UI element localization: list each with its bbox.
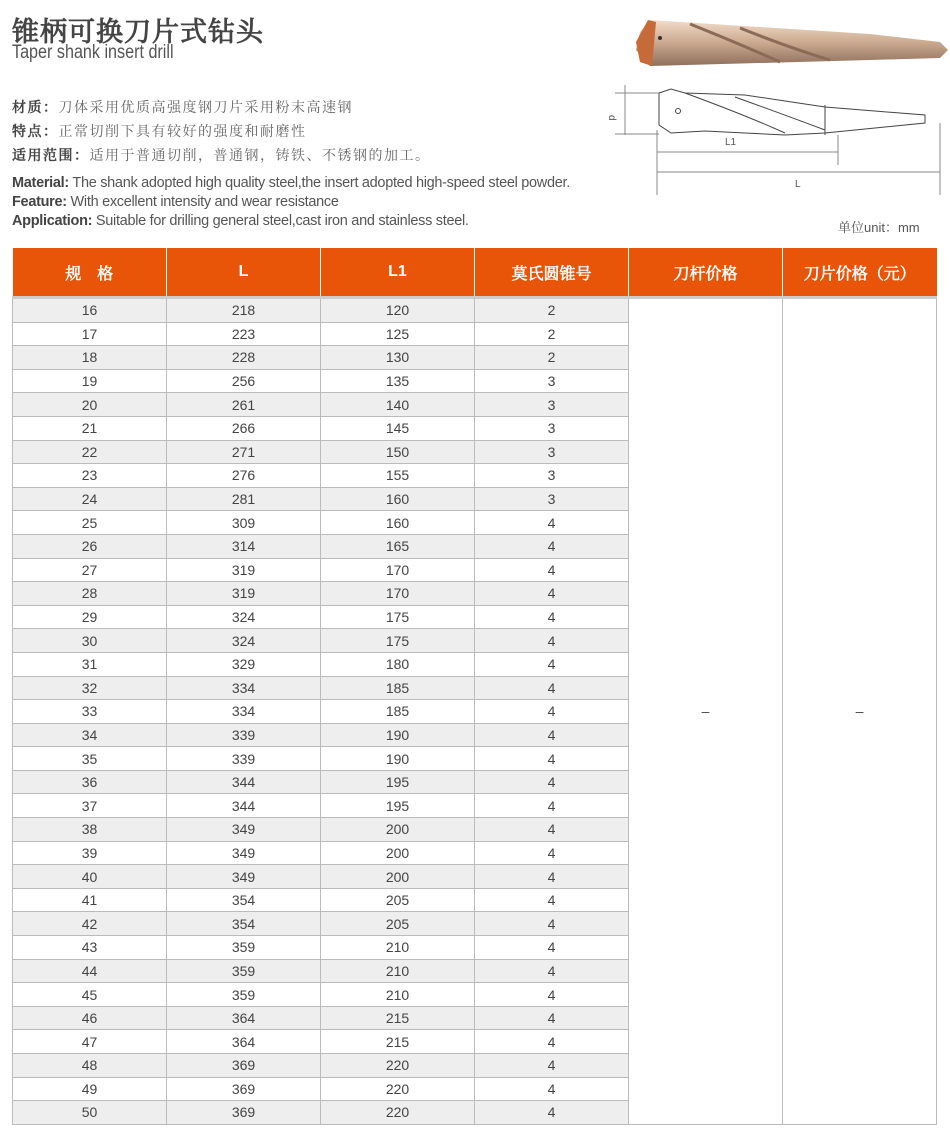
table-cell: 4 (475, 747, 629, 771)
table-cell: 20 (13, 393, 167, 417)
table-cell: 319 (167, 558, 321, 582)
table-cell: 17 (13, 322, 167, 346)
table-cell: 21 (13, 416, 167, 440)
table-cell: 22 (13, 440, 167, 464)
table-cell: 4 (475, 794, 629, 818)
table-cell: 49 (13, 1077, 167, 1101)
table-cell: 319 (167, 582, 321, 606)
table-cell: 210 (321, 983, 475, 1007)
table-cell: 16 (13, 298, 167, 323)
table-cell: 4 (475, 1054, 629, 1078)
table-cell: 200 (321, 865, 475, 889)
table-cell: 334 (167, 676, 321, 700)
column-header: 规 格 (13, 248, 167, 298)
table-cell: 4 (475, 841, 629, 865)
table-cell: 175 (321, 605, 475, 629)
table-cell: 145 (321, 416, 475, 440)
table-cell: 349 (167, 841, 321, 865)
table-cell: 4 (475, 865, 629, 889)
table-cell: 220 (321, 1054, 475, 1078)
table-cell: 4 (475, 770, 629, 794)
shank-price-cell: – (629, 298, 783, 1125)
table-cell: 256 (167, 369, 321, 393)
table-cell: 344 (167, 794, 321, 818)
table-cell: 180 (321, 652, 475, 676)
table-cell: 324 (167, 629, 321, 653)
table-cell: 190 (321, 723, 475, 747)
table-cell: 39 (13, 841, 167, 865)
spec-feature-cn: 特点：正常切削下具有较好的强度和耐磨性 (12, 123, 307, 139)
table-cell: 4 (475, 1077, 629, 1101)
table-cell: 354 (167, 888, 321, 912)
table-cell: 130 (321, 346, 475, 370)
table-cell: 220 (321, 1077, 475, 1101)
table-cell: 276 (167, 464, 321, 488)
table-cell: 281 (167, 487, 321, 511)
spec-application-cn: 适用范围：适用于普通切削，普通钢，铸铁、不锈钢的加工。 (12, 147, 431, 163)
table-cell: 205 (321, 912, 475, 936)
table-cell: 29 (13, 605, 167, 629)
table-cell: 261 (167, 393, 321, 417)
table-cell: 3 (475, 440, 629, 464)
table-cell: 43 (13, 936, 167, 960)
table-cell: 2 (475, 322, 629, 346)
table-cell: 46 (13, 1006, 167, 1030)
column-header: 刀片价格（元） (783, 248, 937, 298)
table-cell: 25 (13, 511, 167, 535)
table-cell: 266 (167, 416, 321, 440)
table-cell: 45 (13, 983, 167, 1007)
table-cell: 359 (167, 983, 321, 1007)
table-cell: 3 (475, 487, 629, 511)
table-cell: 170 (321, 582, 475, 606)
column-header: 刀杆价格 (629, 248, 783, 298)
table-cell: 3 (475, 416, 629, 440)
table-cell: 4 (475, 629, 629, 653)
drill-photo (630, 14, 950, 70)
table-cell: 4 (475, 605, 629, 629)
table-cell: 228 (167, 346, 321, 370)
table-cell: 195 (321, 770, 475, 794)
table-cell: 3 (475, 369, 629, 393)
table-cell: 155 (321, 464, 475, 488)
spec-material-cn: 材质：刀体采用优质高强度钢刀片采用粉末高速钢 (12, 99, 353, 115)
table-cell: 359 (167, 936, 321, 960)
table-cell: 200 (321, 841, 475, 865)
table-cell: 33 (13, 700, 167, 724)
table-cell: 4 (475, 1006, 629, 1030)
table-cell: 42 (13, 912, 167, 936)
table-cell: 210 (321, 936, 475, 960)
drill-dimension-diagram (595, 75, 950, 200)
table-cell: 324 (167, 605, 321, 629)
table-cell: 170 (321, 558, 475, 582)
table-cell: 4 (475, 511, 629, 535)
table-cell: 271 (167, 440, 321, 464)
table-cell: 4 (475, 959, 629, 983)
page-title: 锥柄可换刀片式钻头 (12, 17, 264, 47)
table-cell: 4 (475, 1101, 629, 1125)
table-cell: 165 (321, 534, 475, 558)
table-cell: 4 (475, 676, 629, 700)
table-cell: 47 (13, 1030, 167, 1054)
table-cell: 44 (13, 959, 167, 983)
table-cell: 334 (167, 700, 321, 724)
table-cell: 30 (13, 629, 167, 653)
table-cell: 3 (475, 393, 629, 417)
table-cell: 220 (321, 1101, 475, 1125)
table-cell: 190 (321, 747, 475, 771)
table-cell: 195 (321, 794, 475, 818)
table-cell: 150 (321, 440, 475, 464)
table-cell: 215 (321, 1030, 475, 1054)
spec-material-en: Material: The shank adopted high quality steel,the insert adopted high-speed steel powder. (12, 175, 570, 191)
table-cell: 364 (167, 1030, 321, 1054)
unit-label: 单位unit：mm (838, 220, 920, 235)
column-header: 莫氏圆锥号 (475, 248, 629, 298)
table-cell: 120 (321, 298, 475, 323)
table-cell: 309 (167, 511, 321, 535)
table-cell: 359 (167, 959, 321, 983)
table-cell: 344 (167, 770, 321, 794)
table-cell: 160 (321, 511, 475, 535)
table-cell: 135 (321, 369, 475, 393)
table-cell: 50 (13, 1101, 167, 1125)
table-cell: 4 (475, 582, 629, 606)
table-cell: 24 (13, 487, 167, 511)
table-cell: 48 (13, 1054, 167, 1078)
table-cell: 349 (167, 865, 321, 889)
table-cell: 205 (321, 888, 475, 912)
spec-feature-en: Feature: With excellent intensity and wear resistance (12, 194, 339, 210)
table-cell: 18 (13, 346, 167, 370)
table-cell: 23 (13, 464, 167, 488)
table-cell: 4 (475, 700, 629, 724)
table-cell: 223 (167, 322, 321, 346)
table-cell: 4 (475, 818, 629, 842)
table-cell: 27 (13, 558, 167, 582)
table-cell: 36 (13, 770, 167, 794)
table-cell: 349 (167, 818, 321, 842)
svg-text:L: L (795, 179, 801, 190)
table-cell: 185 (321, 676, 475, 700)
table-cell: 37 (13, 794, 167, 818)
page-subtitle: Taper shank insert drill (12, 42, 174, 63)
table-cell: 4 (475, 888, 629, 912)
table-cell: 4 (475, 534, 629, 558)
svg-text:d: d (606, 115, 617, 121)
table-cell: 4 (475, 983, 629, 1007)
column-header: L (167, 248, 321, 298)
table-cell: 4 (475, 723, 629, 747)
insert-price-cell: – (783, 298, 937, 1125)
table-cell: 160 (321, 487, 475, 511)
table-cell: 185 (321, 700, 475, 724)
table-cell: 4 (475, 1030, 629, 1054)
table-cell: 210 (321, 959, 475, 983)
table-cell: 175 (321, 629, 475, 653)
table-cell: 339 (167, 747, 321, 771)
table-cell: 354 (167, 912, 321, 936)
table-cell: 38 (13, 818, 167, 842)
table-cell: 28 (13, 582, 167, 606)
spec-application-en: Application: Suitable for drilling general steel,cast iron and stainless steel. (12, 213, 469, 229)
table-cell: 41 (13, 888, 167, 912)
table-row (13, 298, 937, 323)
table-cell: 2 (475, 346, 629, 370)
table-cell: 125 (321, 322, 475, 346)
table-cell: 35 (13, 747, 167, 771)
table-cell: 2 (475, 298, 629, 323)
table-cell: 26 (13, 534, 167, 558)
table-cell: 364 (167, 1006, 321, 1030)
table-cell: 369 (167, 1054, 321, 1078)
table-cell: 3 (475, 464, 629, 488)
table-cell: 140 (321, 393, 475, 417)
svg-text:L1: L1 (725, 137, 737, 148)
table-cell: 200 (321, 818, 475, 842)
column-header: L1 (321, 248, 475, 298)
table-cell: 369 (167, 1077, 321, 1101)
table-cell: 215 (321, 1006, 475, 1030)
table-cell: 4 (475, 652, 629, 676)
table-cell: 34 (13, 723, 167, 747)
table-cell: 31 (13, 652, 167, 676)
table-cell: 40 (13, 865, 167, 889)
table-cell: 329 (167, 652, 321, 676)
spec-table (12, 248, 937, 1125)
table-cell: 4 (475, 558, 629, 582)
table-cell: 314 (167, 534, 321, 558)
table-cell: 218 (167, 298, 321, 323)
table-cell: 339 (167, 723, 321, 747)
table-cell: 4 (475, 912, 629, 936)
table-cell: 4 (475, 936, 629, 960)
table-cell: 19 (13, 369, 167, 393)
table-cell: 369 (167, 1101, 321, 1125)
table-cell: 32 (13, 676, 167, 700)
